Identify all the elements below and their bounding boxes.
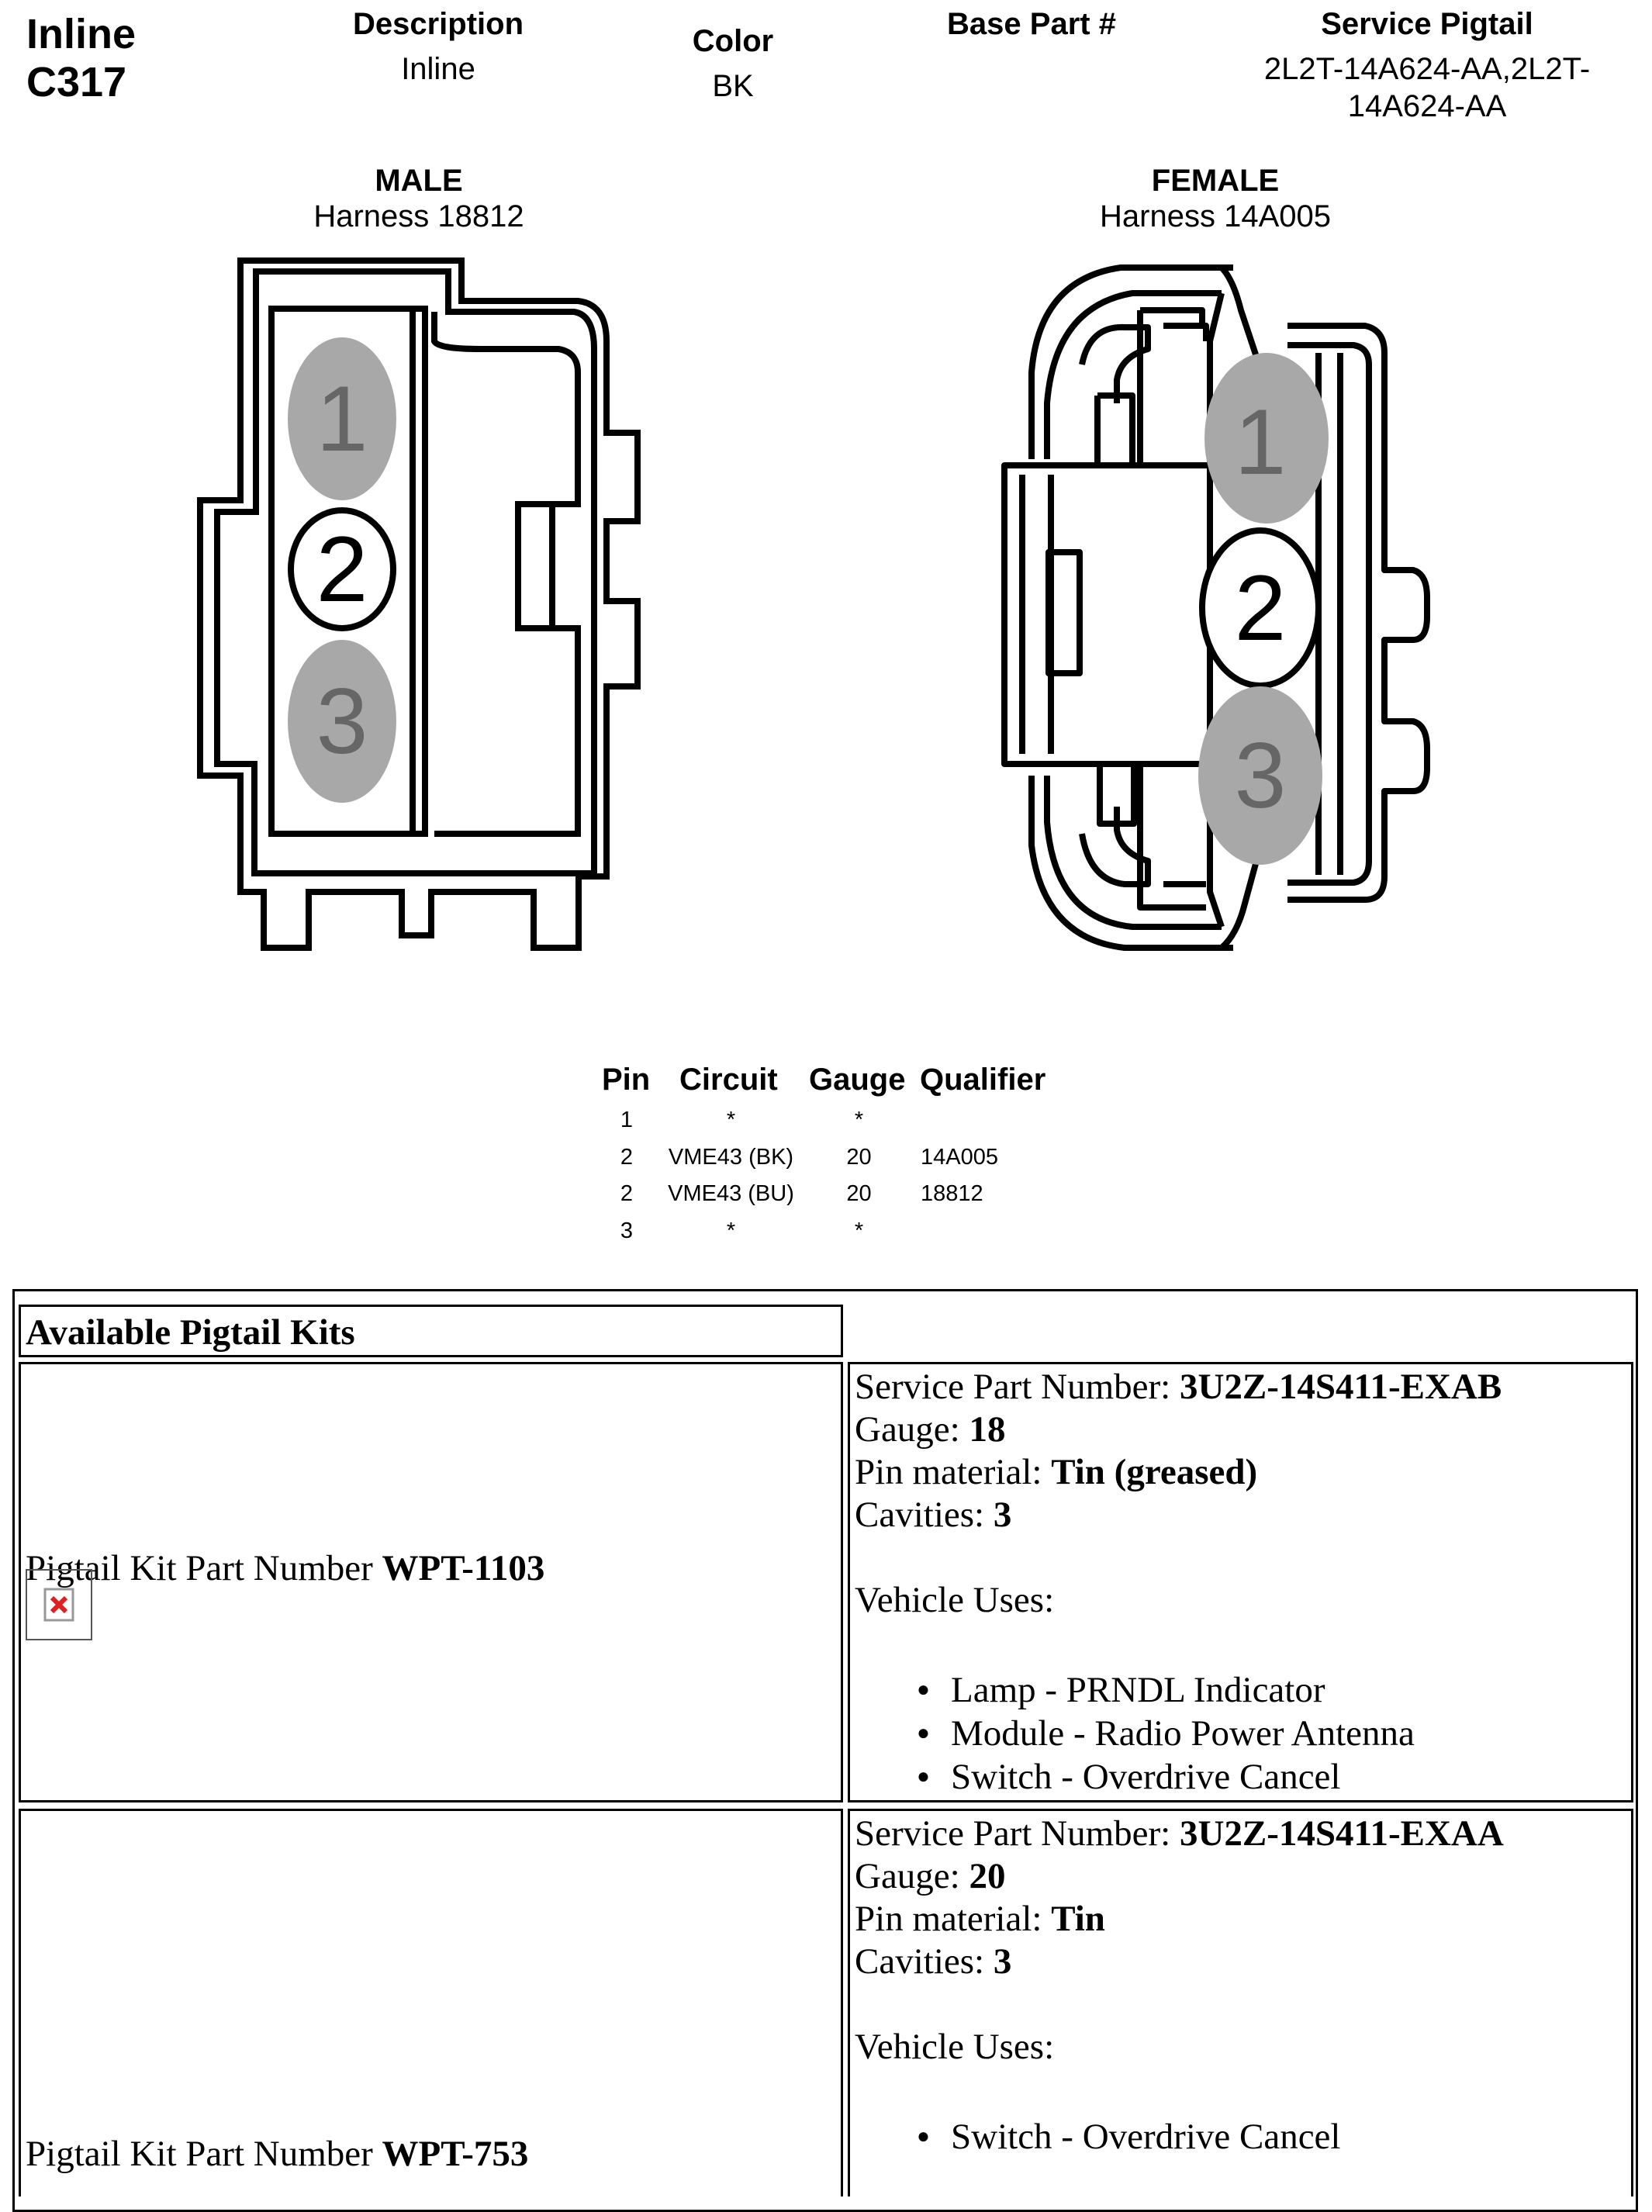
female-pin-3-label: 3 <box>1234 724 1287 828</box>
kit-2-service-part-value: 3U2Z-14S411-EXAA <box>1179 1813 1504 1854</box>
female-harness: Harness 14A005 <box>1100 199 1331 233</box>
kit-2-pin-material-label: Pin material: <box>855 1899 1052 1939</box>
kit-2-service-part <box>855 1813 1504 1855</box>
circuit-cell: * <box>726 1108 736 1132</box>
kit-1-service-part <box>855 1366 1502 1408</box>
service-pigtail-line2: 14A624-AA <box>1347 89 1507 123</box>
kit-2-part-label: Pigtail Kit Part Number <box>26 2134 382 2174</box>
kit-1-service-part-label: Service Part Number: <box>855 1367 1180 1407</box>
pin-cell: 3 <box>620 1218 634 1243</box>
gauge-cell: * <box>854 1218 864 1243</box>
circuit-cell: VME43 (BU) <box>668 1181 794 1206</box>
kit-2-cavities-value: 3 <box>993 1941 1012 1982</box>
kit-1-gauge-value: 18 <box>969 1409 1006 1450</box>
kit-2-details-cell <box>848 1809 1633 2196</box>
gauge-cell: 20 <box>846 1145 872 1170</box>
circuit-cell: * <box>726 1218 736 1243</box>
pin-table-header-circuit: Circuit <box>679 1063 778 1097</box>
base-part-label: Base Part # <box>947 7 1116 41</box>
pin-cell: 1 <box>620 1108 634 1132</box>
list-item: ● Module - Radio Power Antenna <box>855 1712 1615 1755</box>
male-pin-2-label: 2 <box>316 517 368 621</box>
kit-2-part-cell <box>19 1809 843 2196</box>
kit-2-gauge <box>855 1855 1005 1898</box>
kit-2-cavities-label: Cavities: <box>855 1941 994 1982</box>
kit-1-cavities-value: 3 <box>993 1495 1012 1535</box>
female-pin-2-label: 2 <box>1234 556 1287 660</box>
male-view-title: MALE <box>375 164 463 198</box>
kit-1-part-value: WPT-1103 <box>382 1548 545 1588</box>
qualifier-cell: 14A005 <box>921 1145 998 1170</box>
broken-image-icon <box>26 1569 92 1640</box>
kit-2-pin-material-value: Tin <box>1051 1899 1105 1939</box>
pin-table-header-qualifier: Qualifier <box>920 1063 1046 1097</box>
kit-1-details-cell <box>848 1362 1633 1802</box>
pin-table-header-pin: Pin <box>602 1063 651 1097</box>
kit-1-part-cell <box>19 1362 843 1802</box>
kit-1-vehicle-uses-list <box>855 1668 1615 1799</box>
kit-2-gauge-value: 20 <box>969 1856 1006 1896</box>
kit-1-cavities <box>855 1494 1011 1536</box>
kit-1-gauge <box>855 1408 1005 1451</box>
kit-1-pin-material-value: Tin (greased) <box>1051 1452 1258 1492</box>
kit-2-cavities <box>855 1941 1011 1983</box>
kit-2-vehicle-uses-list <box>855 2115 1615 2158</box>
female-pin-1-label: 1 <box>1234 390 1287 494</box>
male-connector-diagram <box>186 248 651 962</box>
kit-1-vehicle-uses-label: Vehicle Uses: <box>855 1580 1055 1620</box>
connector-type: Inline <box>26 11 137 57</box>
kit-1-service-part-value: 3U2Z-14S411-EXAB <box>1179 1367 1502 1407</box>
service-pigtail-line1: 2L2T-14A624-AA,2L2T- <box>1263 52 1591 86</box>
kit-1-pin-material-label: Pin material: <box>855 1452 1052 1492</box>
color-value: BK <box>712 69 754 103</box>
kit-1-part-label: Pigtail Kit Part Number <box>26 1548 382 1588</box>
list-item: ● Switch - Overdrive Cancel <box>855 2115 1615 2158</box>
description-value: Inline <box>401 52 475 86</box>
color-label: Color <box>692 24 774 58</box>
connector-id: C317 <box>26 59 127 105</box>
pin-cell: 2 <box>620 1145 634 1170</box>
kit-2-part-value: WPT-753 <box>382 2134 529 2174</box>
kit-1-pin-material <box>855 1451 1257 1494</box>
kit-1-cavities-label: Cavities: <box>855 1495 994 1535</box>
kit-2-service-part-label: Service Part Number: <box>855 1813 1180 1854</box>
kit-1-part-number <box>26 1547 544 1590</box>
list-item: ● Lamp - PRNDL Indicator <box>855 1668 1615 1712</box>
female-view-title: FEMALE <box>1151 164 1280 198</box>
kit-2-gauge-label: Gauge: <box>855 1856 969 1896</box>
gauge-cell: * <box>854 1108 864 1132</box>
qualifier-cell: 18812 <box>921 1181 983 1206</box>
pin-table-header-gauge: Gauge <box>809 1063 906 1097</box>
male-pin-3-label: 3 <box>316 669 368 773</box>
male-pin-1-label: 1 <box>316 367 368 471</box>
list-item: ● Switch - Overdrive Cancel <box>855 1755 1615 1799</box>
pigtail-kits-title: Available Pigtail Kits <box>26 1312 355 1353</box>
pigtail-kits-title-cell <box>19 1305 843 1357</box>
description-label: Description <box>352 7 524 41</box>
kit-2-part-number <box>26 2133 528 2176</box>
kit-2-vehicle-uses-label: Vehicle Uses: <box>855 2027 1055 2067</box>
kit-2-pin-material <box>855 1898 1105 1941</box>
pin-cell: 2 <box>620 1181 634 1206</box>
gauge-cell: 20 <box>846 1181 872 1206</box>
male-harness: Harness 18812 <box>313 199 524 233</box>
service-pigtail-label: Service Pigtail <box>1321 7 1533 41</box>
kit-1-gauge-label: Gauge: <box>855 1409 969 1450</box>
circuit-cell: VME43 (BK) <box>668 1145 794 1170</box>
